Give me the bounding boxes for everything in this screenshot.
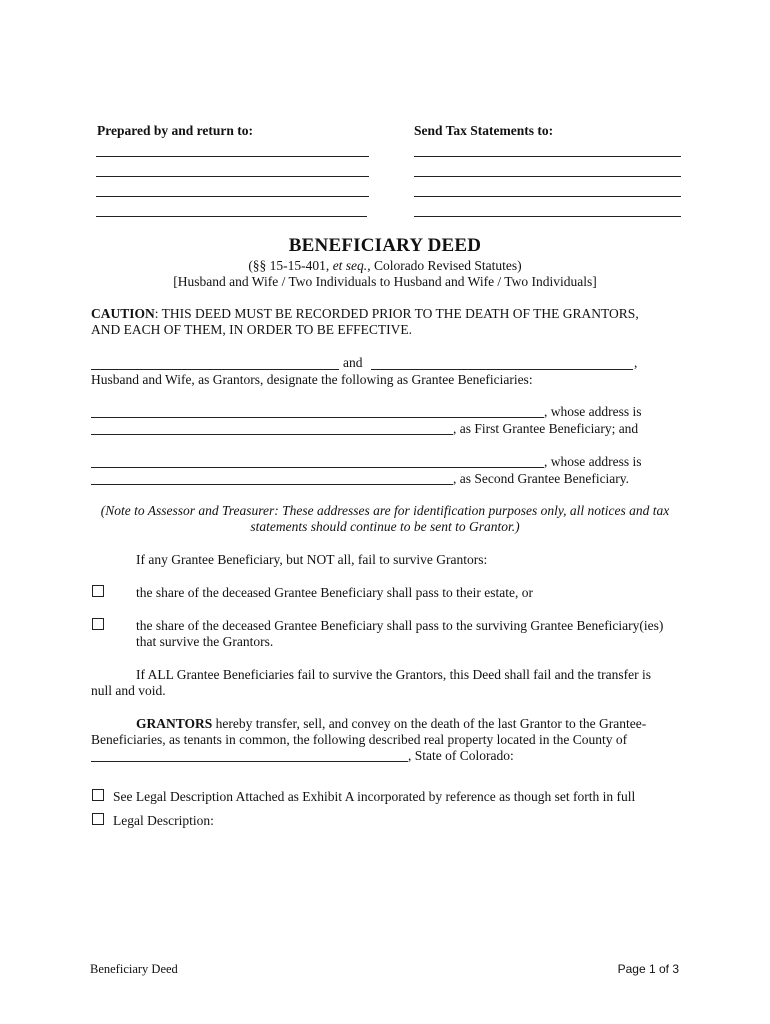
caution-line-2: AND EACH OF THEM, IN ORDER TO BE EFFECTIVE.	[91, 322, 413, 337]
beneficiary-2-designation: , as Second Grantee Beneficiary.	[453, 471, 630, 486]
prepared-by-line-1[interactable]	[96, 156, 369, 157]
transfer-line-2: Beneficiaries, as tenants in common, the following described real property located in the County of	[91, 732, 628, 747]
footer-page-number: Page 1 of 3	[617, 962, 679, 976]
estate-option-checkbox[interactable]	[92, 585, 104, 597]
transfer-line-3: , State of Colorado:	[408, 748, 514, 763]
prepared-by-line-2[interactable]	[96, 176, 369, 177]
page-title: BENEFICIARY DEED	[288, 235, 482, 256]
surviving-beneficiary-option-line-2: that survive the Grantors.	[136, 634, 274, 649]
send-tax-statements-label: Send Tax Statements to:	[414, 123, 554, 138]
exhibit-a-checkbox[interactable]	[92, 789, 104, 801]
send-tax-line-4[interactable]	[414, 216, 681, 217]
partial-survival-intro: If any Grantee Beneficiary, but NOT all, fail to survive Grantors:	[136, 552, 488, 567]
legal-description-label: Legal Description:	[113, 813, 214, 828]
all-fail-line-2: null and void.	[91, 683, 166, 698]
grantors-comma: ,	[634, 355, 638, 370]
caution-line-1: CAUTION: THIS DEED MUST BE RECORDED PRIOR TO THE DEATH OF THE GRANTORS,	[91, 306, 639, 321]
all-fail-line-1: If ALL Grantee Beneficiaries fail to survive the Grantors, this Deed shall fail and the transfer is	[136, 667, 651, 682]
prepared-by-line-3[interactable]	[96, 196, 369, 197]
exhibit-a-option-text: See Legal Description Attached as Exhibit A incorporated by reference as though set forth in full	[113, 789, 636, 804]
deed-type-line: [Husband and Wife / Two Individuals to Husband and Wife / Two Individuals]	[173, 274, 597, 289]
send-tax-line-2[interactable]	[414, 176, 681, 177]
send-tax-line-3[interactable]	[414, 196, 681, 197]
assessor-note-line-1: (Note to Assessor and Treasurer: These addresses are for identification purposes only, all notices and tax	[100, 503, 670, 518]
beneficiary-1-name-line[interactable]	[91, 417, 544, 418]
send-tax-line-1[interactable]	[414, 156, 681, 157]
statute-citation: (§§ 15-15-401, et seq., Colorado Revised Statutes)	[248, 258, 522, 273]
prepared-by-line-4[interactable]	[96, 216, 367, 217]
beneficiary-2-address-line[interactable]	[91, 484, 453, 485]
footer-document-title: Beneficiary Deed	[90, 962, 178, 976]
transfer-line-1: GRANTORS hereby transfer, sell, and convey on the death of the last Grantor to the Grantee-	[136, 716, 647, 731]
beneficiary-1-whose-address: , whose address is	[544, 404, 642, 419]
surviving-beneficiary-option-checkbox[interactable]	[92, 618, 104, 630]
surviving-beneficiary-option-line-1: the share of the deceased Grantee Beneficiary shall pass to the surviving Grantee Beneficiary(ies)	[136, 618, 664, 633]
legal-description-checkbox[interactable]	[92, 813, 104, 825]
estate-option-text: the share of the deceased Grantee Beneficiary shall pass to their estate, or	[136, 585, 533, 600]
beneficiary-2-whose-address: , whose address is	[544, 454, 642, 469]
grantor-1-name-line[interactable]	[91, 369, 339, 370]
grantor-2-name-line[interactable]	[371, 369, 633, 370]
grantors-designation: Husband and Wife, as Grantors, designate the following as Grantee Beneficiaries:	[91, 372, 533, 387]
beneficiary-1-address-line[interactable]	[91, 434, 453, 435]
grantors-and: and	[343, 355, 363, 370]
county-name-line[interactable]	[91, 761, 408, 762]
beneficiary-1-designation: , as First Grantee Beneficiary; and	[453, 421, 639, 436]
beneficiary-2-name-line[interactable]	[91, 467, 544, 468]
assessor-note-line-2: statements should continue to be sent to Grantor.)	[250, 519, 520, 534]
prepared-by-label: Prepared by and return to:	[97, 123, 254, 138]
